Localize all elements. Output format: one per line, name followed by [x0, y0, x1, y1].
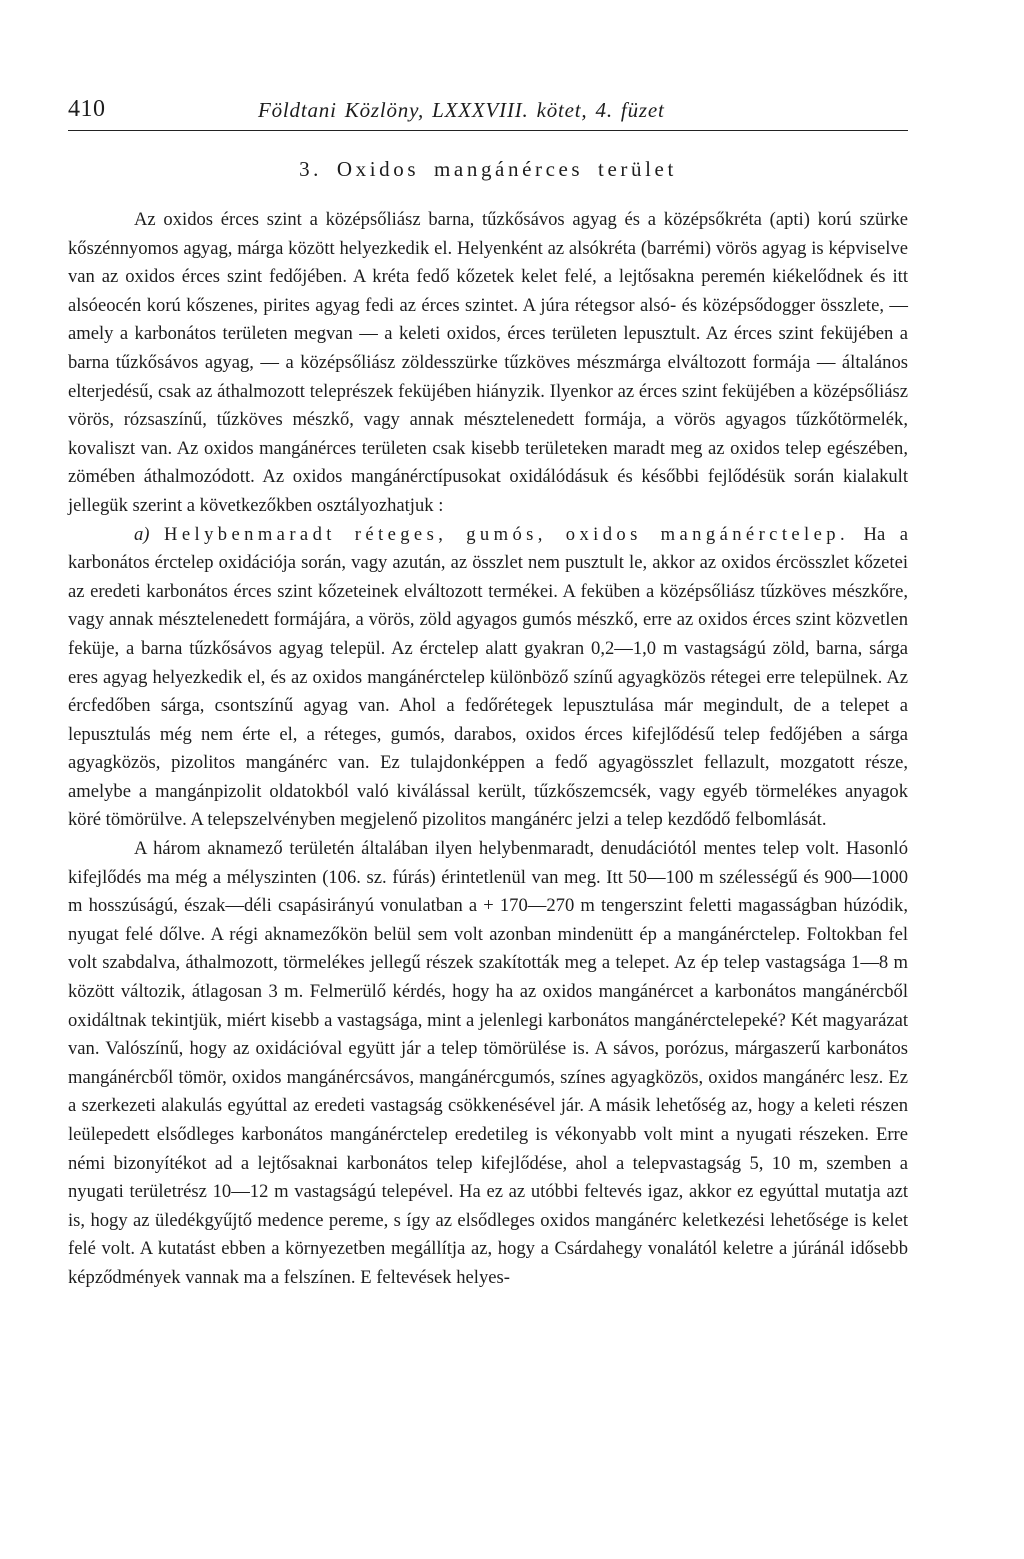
subheading: Helybenmaradt réteges, gumós, oxidos mangánércteleр. — [164, 523, 850, 545]
paragraph-text: Ha a karbonátos érctelep oxidációja során, vagy azután, az összlet nem pusztult le, akkor az oxidos ércösszlet kőzetei az eredeti karbonátos érces szint kőzeteinek elváltozott termékei. A feküben a középsőliász tűzköves mészkőre, vagy annak mésztelenedett formájára, a vörös, zöld agyagos gumós mészkő, erre az oxidos érces szint közvetlen feküje, a barna tűzkősávos agyag települ. Az érctelep alatt gyakran 0,2—1,0 m vastagságú zöld, barna, sárga eres agyag helyezkedik el, és az oxidos mangánérctelep különböző színű agyagközös rétegei erre települnek. Az ércfedőben sárga, csontszínű agyag van. Ahol a fedőrétegek lepusztulása már megindult, de a telepet a lepusztulás még nem érte el, a réteges, gumós, darabos, oxidos érces kifejlődésű telep fedőjében a sárga agyagközös, pizolitos mangánérc van. Ez tulajdonképpen a fedő agyagösszlet fellazult, mozgatott része, amelybe a mangánpizolit oldatokból való kiválással került, tűzkőszemcsék, vagy egyéb törmelékes anyagok köré tömörülve. A telepszelvényben megjelenő pizolitos mangánérc jelzi a telep kezdődő felbomlását. — [68, 523, 908, 831]
paragraph: A három aknamező területén általában ilyen helybenmaradt, denudációtól mentes telep volt. Hasonló kifejlődés ma még a mélyszinten (106. sz. fúrás) érintetlenül van meg. Itt 50—100 m szélességű és 900—1000 m hosszúságú, észak—déli csapásirányú vonulatban a + 170—270 m tengerszint feletti magasságban húzódik, nyugat felé dőlve. A régi aknamezőkön belül sem volt azonban mindenütt ép a mangánérctelep. Foltokban fel volt szabdalva, áthalmozott, törmelékes jellegű részek szakították meg a telepet. Az ép telep vastagsága 1—8 m között változik, átlagosan 3 m. Felmerülő kérdés, hogy ha az oxidos mangánércet a karbonátos mangánércből oxidáltnak tekintjük, miért kisebb a vastagsága, mint a jelenlegi karbonátos mangánércteleреké? Két magyarázat van. Valószínű, hogy az oxidációval együtt jár a telep tömörülése is. A sávos, porózus, márgaszerű karbonátos mangánércből tömör, oxidos mangánércsávos, mangánércgumós, színes agyagközös, oxidos mangánérc lesz. Ez a szerkezeti alakulás egyúttal az eredeti vastagság csökkenésével jár. A másik lehetőség az, hogy a keleti részen leülepedett elsődleges karbonátos mangánérctelep eredetileg is vékonyabb volt mint a nyugati részeken. Erre némi bizonyítékot ad a lejtősaknai karbonátos telep kifejlődése, ahol a telepvastagság 5, 10 m, szemben a nyugati területrész 10—12 m vastagságú telepével. Ha ez az utóbbi feltevés igaz, akkor ez egyúttal mutatja azt is, hogy az üledékgyűjtő medence pereme, s így az elsődleges oxidos mangánérc keletkezési lehetősége is kelet felé volt. A kutatást ebben a környezetben megállítja az, hogy a Csárdahegy vonalától keletre a júránál idősebb képződmények vannak ma a felszínen. E feltevések helyes- — [68, 838, 908, 1288]
journal-title: Földtani Közlöny, LXXXVIII. kötet, 4. füzet — [258, 98, 665, 122]
running-header — [68, 96, 908, 131]
paragraph-ore-type-a — [68, 521, 908, 836]
article-body — [68, 206, 908, 1293]
page-number: 410 — [68, 96, 106, 122]
subhead-label: a) — [134, 523, 150, 545]
section-title: 3. Oxidos mangánérces terület — [299, 157, 677, 181]
document-page — [68, 96, 908, 1293]
paragraph: Az oxidos érces szint a középsőliász barna, tűzkősávos agyag és a középsőkréta (apti) korú szürke kőszénnyomos agyag, márga között helyezkedik el. Helyenként az alsókréta (barrémi) vörös agyag is képviselve van az oxidos érces szint fedőjében. A kréta fedő kőzetek kelet felé, a lejtősakna peremén kiékelődnek és itt alsóeocén korú kőszenes, pirites agyag fedi az érces szintet. A júra rétegsor alsó- és középsődogger összlete, — amely a karbonátos területen megvan — a keleti oxidos, érces területen lepusztult. Az érces szint feküjében a barna tűzkősávos agyag, — a középsőliász zöldesszürke tűzköves mészmárga elváltozott formája — általános elterjedésű, csak az áthalmozott teleprészek feküjében hiányzik. Ilyenkor az érces szint feküjében a középsőliász vörös, rózsaszínű, tűzköves mészkő, vagy annak mésztelenedett formája, a vörös agyagos tűzkőtörmelék, kovaliszt van. Az oxidos mangánérces területen csak kisebb területeken maradt meg az oxidos telep egészében, zömében áthalmozódott. Az oxidos mangánérctípusokat oxidálódásuk és későbbi fejlődésük során kialakult jellegük szerint a következőkben osztályozhatjuk : — [68, 209, 908, 516]
